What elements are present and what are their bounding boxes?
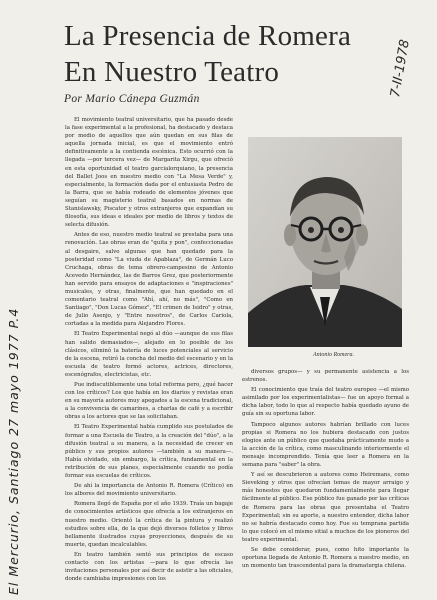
right-column-paragraph: Tampoco algunos autores habrían brillado con luces propias si Romera no los hubiera destacado con justos elogios ante un público que quedaba prácticamente mudo a la acción de la crítica, como masculinando interiormente el mensaje incomprendido. Tenía que leer a Romera en la semana para "saber" la obra. — [242, 421, 409, 469]
right-column-paragraph: Se debe considerar, pues, como hito importante la oportuna llegada de Antonio R. Romera a nuestro medio, en un momento tan trascendental para la dramaturgia chilena. — [242, 546, 409, 570]
handwritten-source-annotation: El Mercurio, Santiago 27 mayo 1977 P.4 — [6, 307, 21, 595]
left-column-paragraph: De ahí la importancia de Antonio R. Romera (Crítico) en los albores del movimiento universitario. — [65, 483, 233, 498]
right-column-paragraph: diversos grupos— y su permanente asistencia a los estrenos. — [242, 369, 409, 384]
article-column-right — [242, 368, 409, 594]
headline-line-2: En Nuestro Teatro — [64, 56, 280, 88]
photo-caption: Antonio Romera. — [313, 352, 354, 358]
left-column-paragraph: Pue indiscutiblemente una total reforma pero, ¿qué hacer con los críticos? Los que había en los diarios y revistas eran en su mayoría autores muy apegados a la escena tradicional, a la convivencia de camarines, a charlas de café y a escribir obras a los actores que se las solicitaban. — [65, 382, 233, 421]
portrait-illustration — [248, 137, 402, 347]
left-column-paragraph: El Teatro Experimental había cumplido sus postulados de formar a una Escuela de Teatro, a la creación del "dúo", a la difusión teatral a su manera, a la necesidad de crecer en público y sus propios autores —también a su manera—. Había olvidado, sin embargo, la crítica, fundamental en la retribución de sus planes, especialmente cuando no podía formar sus escuelas de críticos. — [65, 424, 233, 480]
article-column-left — [65, 116, 233, 594]
right-column-paragraph: El conocimiento que traía del teatro europeo —el mismo asimilado por los experimentalistas— fue un apoyo formal a dicha labor, todo lo que al respecto había quedado ayuno de guía sin su oportuna labor. — [242, 387, 409, 418]
handwritten-date-text: 7-II-1978 — [388, 38, 413, 99]
left-column-paragraph: El movimiento teatral universitario, que ha pasado desde la fase experimental a la profesional, ha destacado y destaca por medio de aquellos que aún quedan en sus filas de aquella jornada inicial, es que el movimiento entró definitivamente a la contienda escénica. Esto ocurrió con la llegada —por tercera vez— de Margarita Xirgu, que ofreció en esta oportunidad el teatro garcialorquiano, la presencia del Ballet Joos en nuestro medio con "La Mesa Verde" y, especialmente, la formación dada por el entusiasta Pedro de la Barra, que se había rodeado de elementos jóvenes que seguían su magisterio teatral basados en normas de Stanislawsky, Piscator y otros extranjeros que expandían su filosofía, sus ideas e ideales por medio de libros y textos de selecta difusión. — [65, 117, 233, 229]
left-column-paragraph: El Teatro Experimental negó al dúo —aunque de sus filas han salido demasiados—, alejado en lo posible de los clásicos, eliminó la batería de luces potenciales al servicio de la escena, retiró la concha del medio del escenario y en la escuela de teatro formó actores, actrices, directores, escenógrafos, electricistas, etc. — [65, 331, 233, 378]
portrait-photo — [248, 137, 402, 347]
byline: Por Mario Cánepa Guzmán — [64, 93, 200, 105]
left-column-paragraph: En teatro también sentó sus principios de escaso contacto con los artistas —para lo que ofrecía las invitaciones personales por así decir de asistir a las oficiales, donde cambiaba impresiones con los — [65, 551, 233, 583]
right-column-paragraph: Y así se descubrieron a autores como Heiremans, como Sieveking y otros que ofrecían temas de mayor arraigo y más honestos que quedaron fundamentalmente para llegar fácilmente al público. Ese público fue ganado por las críticas de Romera para las obras que presentaba el Teatro Experimental; sin su aporte, a nuestro entender, dicha labor no se habría destacado como hoy. Fue su temprana partida lo que colocó en el mismo sitial a muchos de los pioneros del teatro experimental. — [242, 472, 409, 543]
left-column-paragraph: Antes de eso, nuestro medio teatral se prestaba para una renovación. Las obras eran de "quita y pon", confeccionadas al desgaire, salvo algunas que han quedado para la posteridad como "La viuda de Apablaza", de Germán Luco Cruchaga, obras de tema obrero-campesino de Antonio Acevedo Hernández, las de Barros Grez, que posteriormente han servido para ensayos de adaptaciones e "inspiraciones" musicales, y otras, finalmente, que han quedado en el comentario teatral como "Ahí, ahí, no más", "Como en Santiago", "Don Lucas Gómez", "El crimen de Isidro" y otras, de Julio Asenjo, y "Entre nosotros", de Carlos Cariola, cortadas a la medida para Alejandro Flores. — [65, 232, 233, 328]
headline-line-1: La Presencia de Romera — [64, 20, 352, 52]
left-column-paragraph: Romera llegó de España por el año 1939. Traía un bagaje de conocimientos artísticos que ofrecía a los extranjeros en nuestro medio. Orientó la crítica de la pintura y realizó estudios sobre ella, de la que dejó diversos folletos y libros bellamente ilustrados cuyas proyecciones, después de su muerte, quedan incalculables. — [65, 501, 233, 548]
